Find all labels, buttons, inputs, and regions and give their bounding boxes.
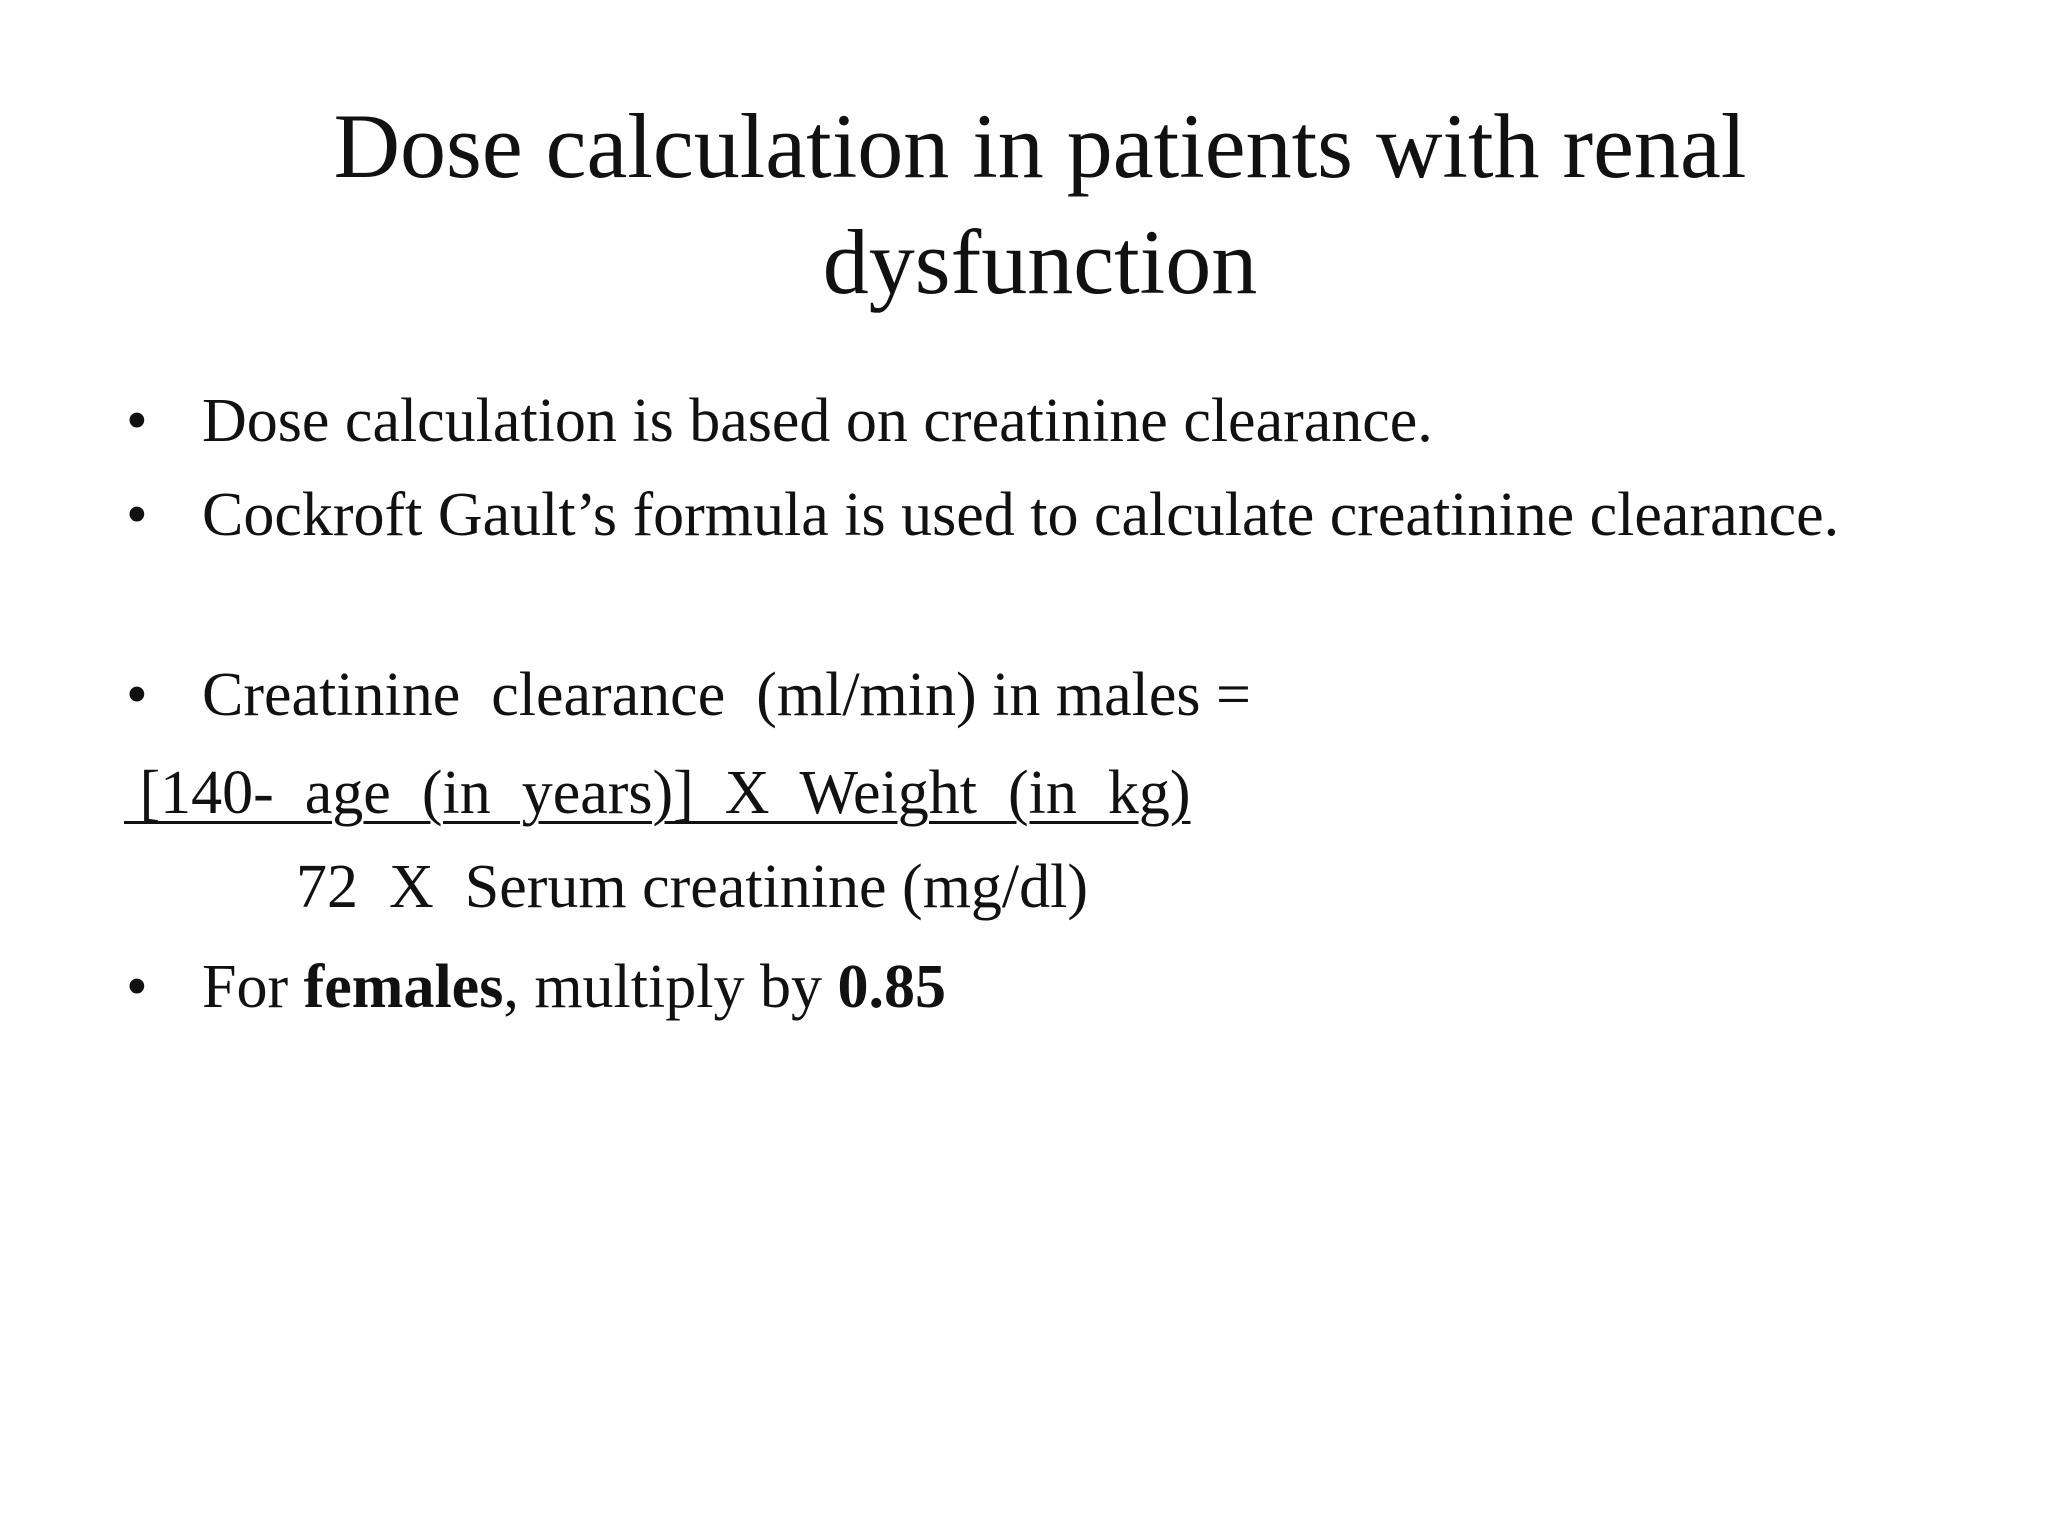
females-middle: , multiply by [503, 953, 838, 1021]
female-factor-value: 0.85 [837, 953, 946, 1021]
females-word: females [303, 953, 504, 1021]
bullet-text: Creatinine clearance (ml/min) in males = [202, 661, 1251, 729]
bullet-dot: • [126, 661, 148, 729]
bullet-text: Dose calculation is based on creatinine clearance. [202, 387, 1433, 455]
bullet-dot: • [126, 953, 148, 1021]
bullet-text [202, 946, 1842, 1028]
slide-title: Dose calculation in patients with renal dysfunction [333, 95, 1747, 313]
bullet-dot: • [126, 387, 148, 455]
formula-denominator: 72 X Serum creatinine (mg/dl) [296, 853, 1089, 921]
bullet-text: Cockroft Gault’s formula is used to calculate creatinine clearance. [202, 481, 1840, 549]
bullet-dot: • [126, 481, 148, 549]
formula-numerator: [140- age (in years)] X Weight (in kg) [124, 759, 1191, 827]
females-prefix: For [202, 953, 304, 1021]
